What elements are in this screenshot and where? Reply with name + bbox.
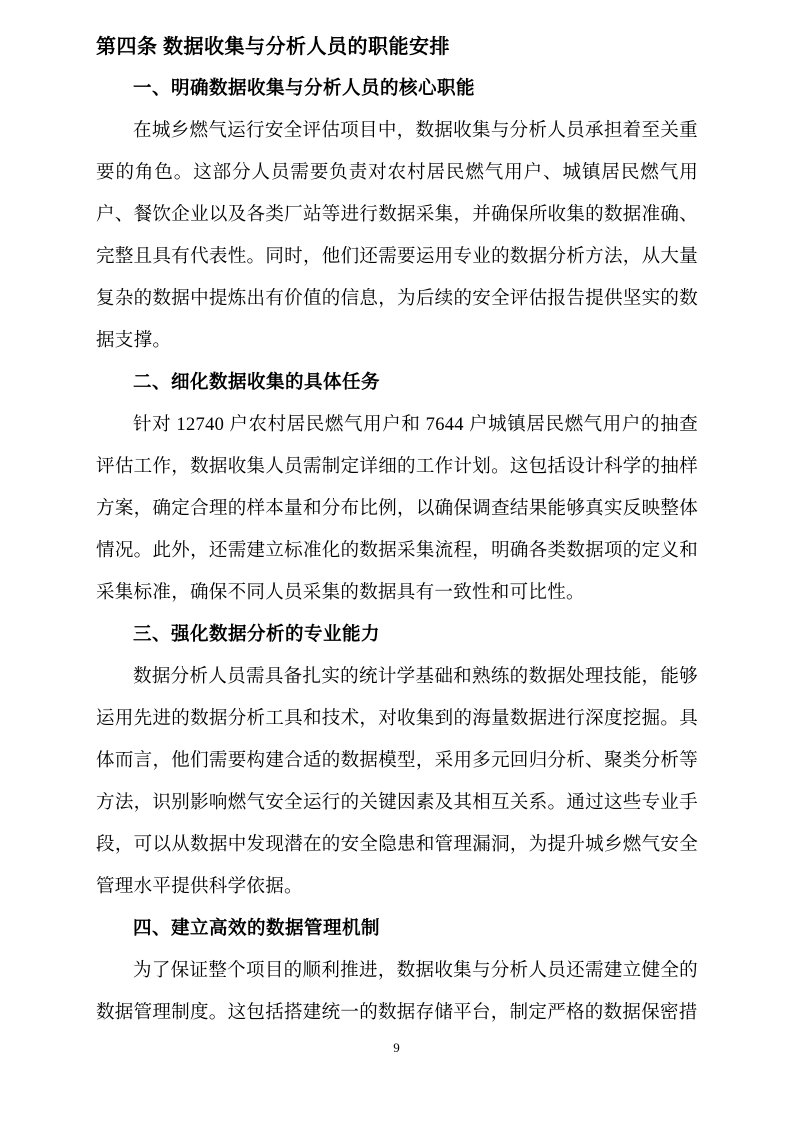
section-1-paragraph: 在城乡燃气运行安全评估项目中，数据收集与分析人员承担着至关重要的角色。这部分人员需要负责对农村居民燃气用户、城镇居民燃气用户、餐饮企业以及各类厂站等进行数据采集，并确保所收集的数据准确、完整且具有代表性。同时，他们还需要运用专业的数据分析方法，从大量复杂的数据中提炼出有价值的信息，为后续的安全评估报告提供坚实的数据支撑。 bbox=[96, 121, 698, 351]
section-3-heading: 三、强化数据分析的专业能力 bbox=[133, 625, 381, 645]
section-3-paragraph: 数据分析人员需具备扎实的统计学基础和熟练的数据处理技能，能够运用先进的数据分析工具和技术，对收集到的海量数据进行深度挖掘。具体而言，他们需要构建合适的数据模型，采用多元回归分析、聚类分析等方法，识别影响燃气安全运行的关键因素及其相互关系。通过这些专业手段，可以从数据中发现潜在的安全隐患和管理漏洞，为提升城乡燃气安全管理水平提供科学依据。 bbox=[96, 667, 698, 897]
section-2-paragraph: 针对 12740 户农村居民燃气用户和 7644 户城镇居民燃气用户的抽查评估工作，数据收集人员需制定详细的工作计划。这包括设计科学的抽样方案，确定合理的样本量和分布比例，以确保调查结果能够真实反映整体情况。此外，还需建立标准化的数据采集流程，明确各类数据项的定义和采集标准，确保不同人员采集的数据具有一致性和可比性。 bbox=[96, 415, 698, 603]
section-4-heading: 四、建立高效的数据管理机制 bbox=[133, 919, 381, 939]
page-number: 9 bbox=[393, 1040, 400, 1055]
section-4-paragraph: 为了保证整个项目的顺利推进，数据收集与分析人员还需建立健全的数据管理制度。这包括搭建统一的数据存储平台，制定严格的数据保密措 bbox=[96, 961, 698, 1023]
section-2-heading: 二、细化数据收集的具体任务 bbox=[133, 373, 381, 393]
document-title: 第四条 数据收集与分析人员的职能安排 bbox=[96, 36, 450, 58]
section-1-heading: 一、明确数据收集与分析人员的核心职能 bbox=[133, 79, 476, 99]
